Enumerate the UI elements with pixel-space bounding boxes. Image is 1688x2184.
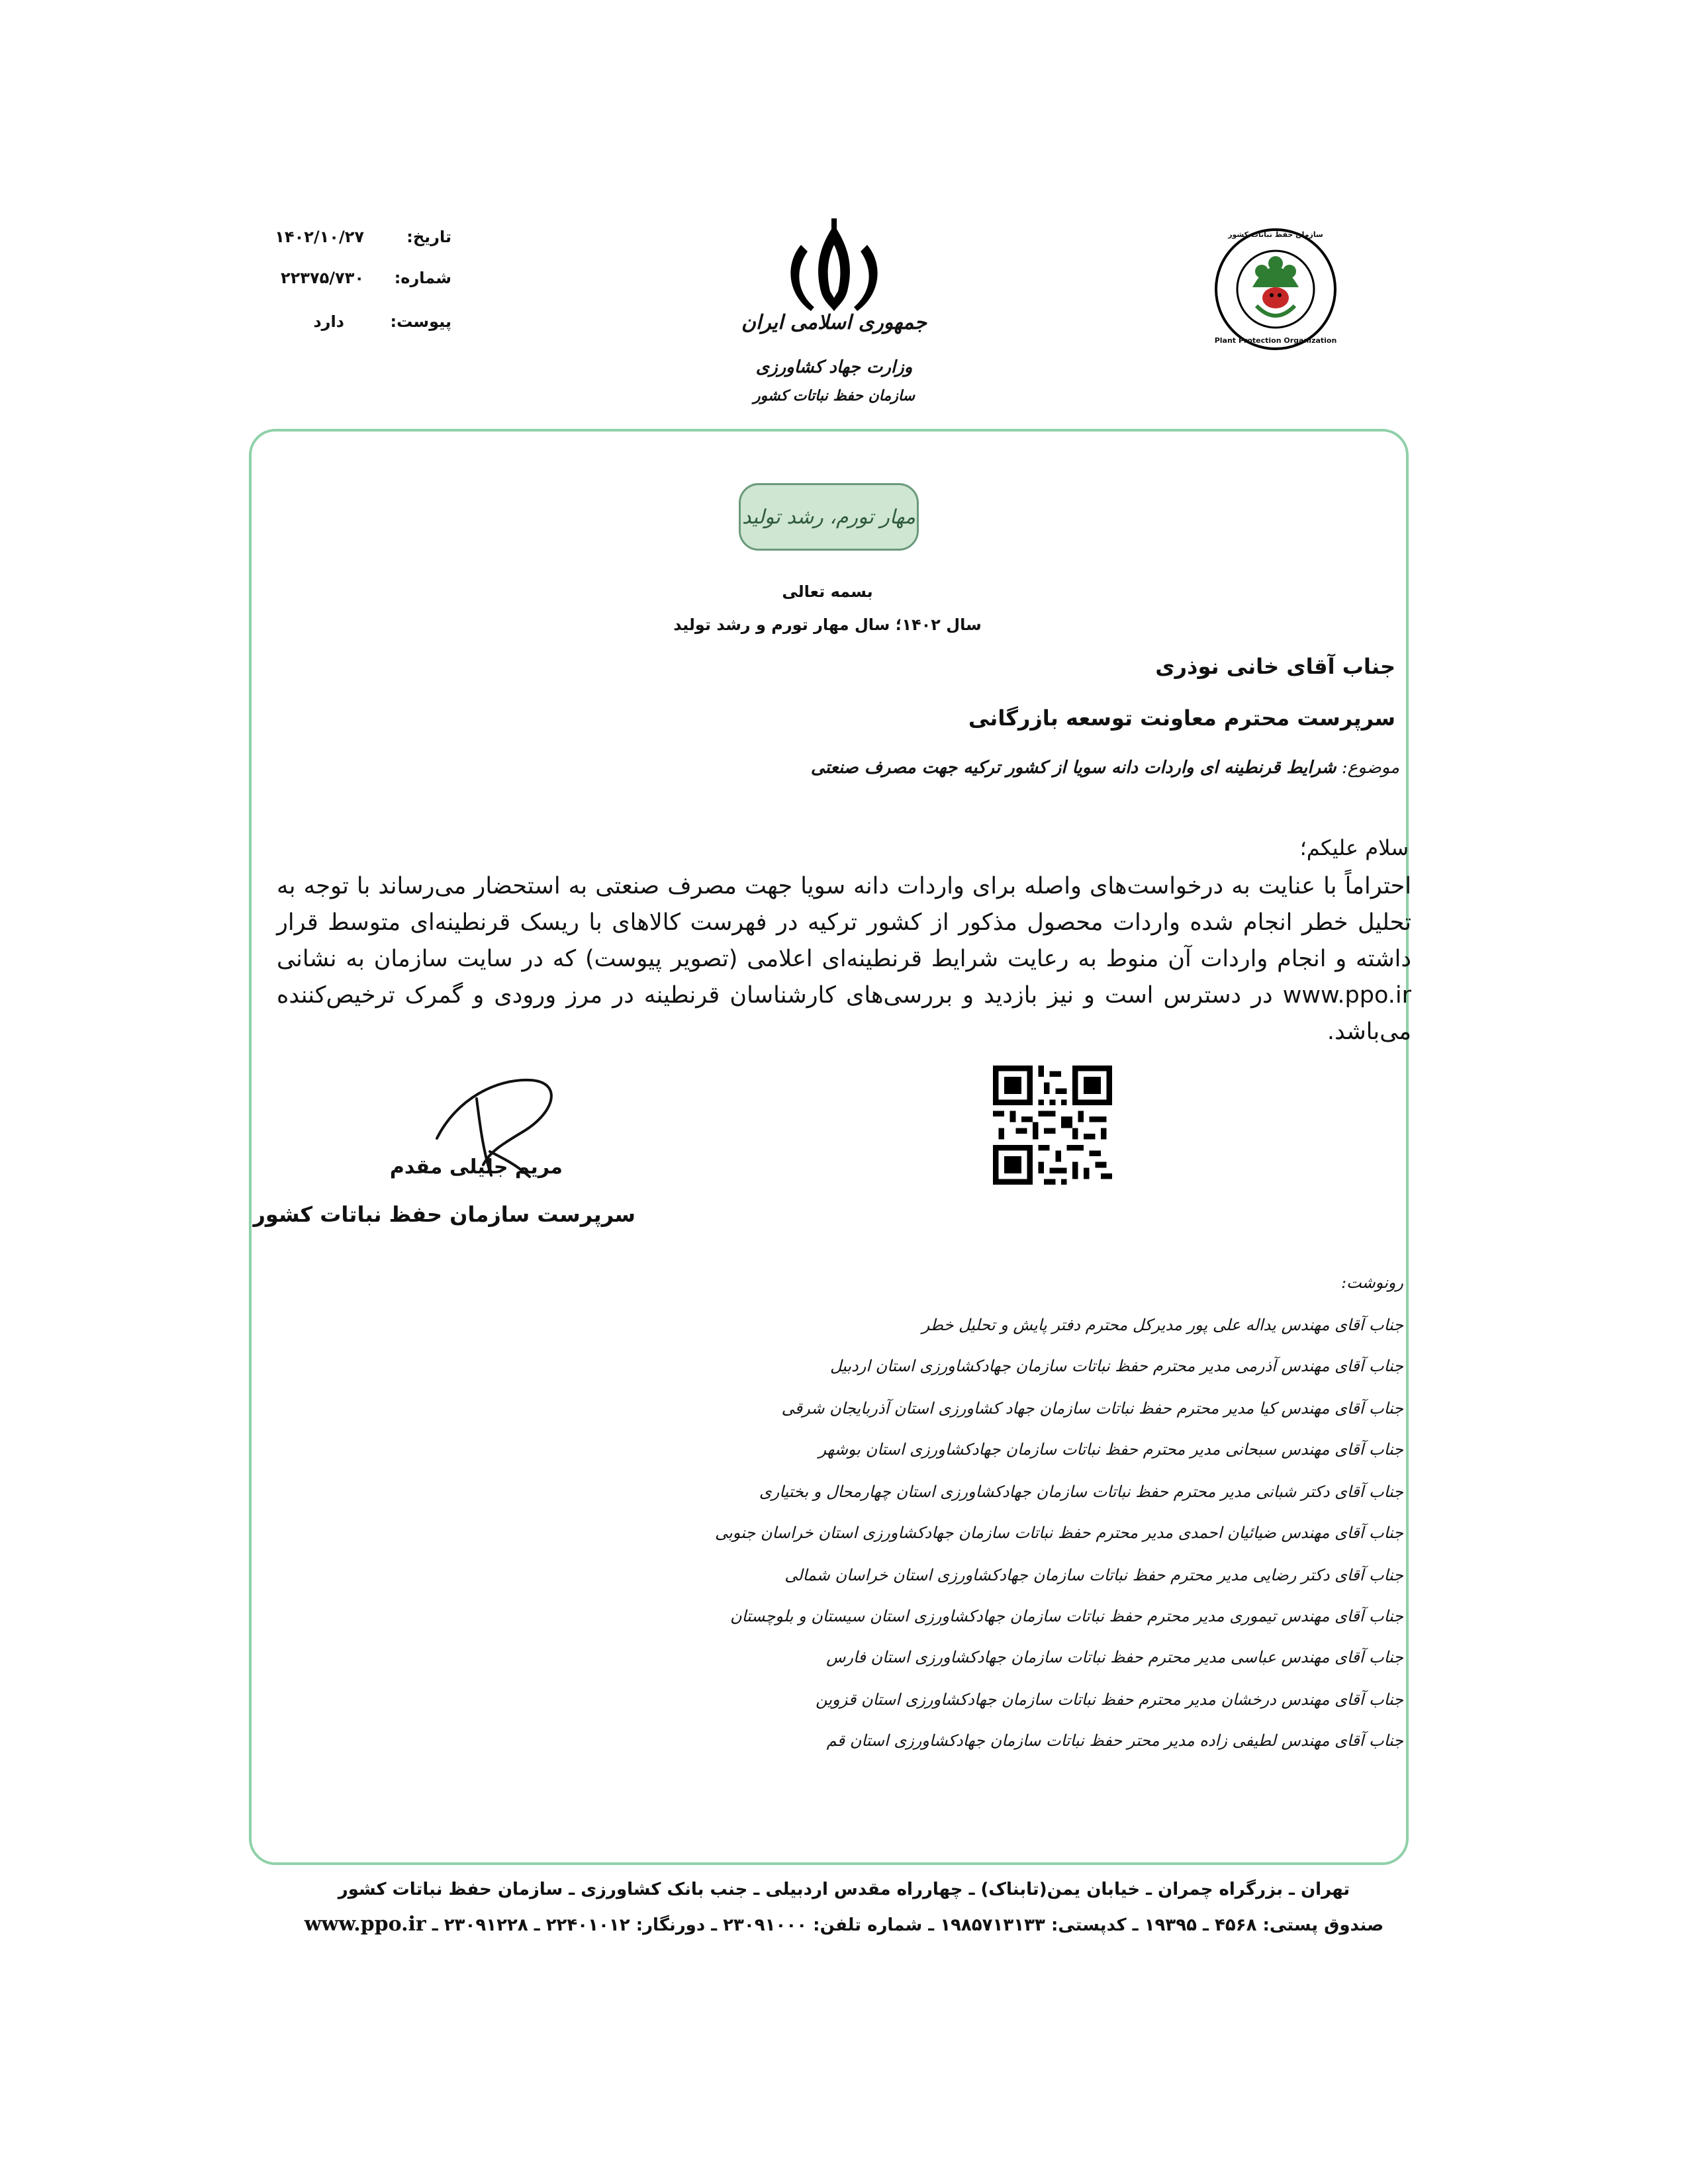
cc-line: جناب آقای مهندس درخشان مدیر محترم حفظ نباتات سازمان جهادکشاورزی استان قزوین <box>816 1690 1403 1709</box>
ministry-name: وزارت جهاد کشاورزی <box>755 357 913 377</box>
subject <box>811 758 1399 778</box>
number-value: ۲۲۳۷۵/۷۳۰ <box>281 269 364 287</box>
number-label: شماره: <box>394 269 451 287</box>
subject-text: شرایط قرنطینه ای واردات دانه سویا از کشور ترکیه جهت مصرف صنعتی <box>810 758 1336 778</box>
emblem-icon <box>774 218 894 324</box>
attachment-row <box>293 312 451 335</box>
date-label: تاریخ: <box>406 228 451 246</box>
date-row <box>275 228 451 250</box>
attachment-value: دارد <box>313 312 344 331</box>
qr-code <box>993 1066 1112 1185</box>
iran-emblem <box>774 218 894 324</box>
cc-line: جناب آقای مهندس کیا مدیر محترم حفظ نباتات سازمان جهاد کشاورزی استان آذربایجان شرقی <box>781 1399 1403 1418</box>
cc-label: رونوشت: <box>1340 1273 1403 1292</box>
cc-line: جناب آقای مهندس آذرمی مدیر محترم حفظ نباتات سازمان جهادکشاورزی استان اردبیل <box>829 1357 1403 1375</box>
cc-line: جناب آقای دکتر شبانی مدیر محترم حفظ نباتات سازمان جهادکشاورزی استان چهارمحال و بختیاری <box>759 1482 1403 1501</box>
cc-line: جناب آقای دکتر رضایی مدیر محترم حفظ نباتات سازمان جهادکشاورزی استان خراسان شمالی <box>784 1566 1403 1584</box>
cc-line: جناب آقای مهندس لطیفی زاده مدیر محتر حفظ نباتات سازمان جهادکشاورزی استان قم <box>826 1731 1403 1750</box>
footer-contact <box>0 1913 1688 1936</box>
slogan-banner-text: مهار تورم، رشد تولید <box>742 505 915 529</box>
slogan-banner <box>739 483 919 551</box>
date-value: ۱۴۰۲/۱۰/۲۷ <box>275 228 364 246</box>
cc-line: جناب آقای مهندس سبحانی مدیر محترم حفظ نباتات سازمان جهادکشاورزی استان بوشهر <box>818 1440 1403 1459</box>
signer-title: سرپرست سازمان حفظ نباتات کشور <box>253 1202 635 1227</box>
ppo-logo <box>1213 226 1338 352</box>
greeting: سلام علیکم؛ <box>1299 835 1409 860</box>
cc-line: جناب آقای مهندس ضیائیان احمدی مدیر محترم حفظ نباتات سازمان جهادکشاورزی استان خراسان جنوبی <box>715 1524 1403 1542</box>
ppo-logo-icon <box>1213 226 1338 352</box>
footer-contact-text: صندوق پستی: ۴۵۶۸ ـ ۱۹۳۹۵ ـ کدپستی: ۱۹۸۵۷۱۳۱۳۳ ـ شماره تلفن: ۲۳۰۹۱۰۰۰ ـ دورنگار: ۲۲۴۰۱۰۱۲ ـ ۲۳۰۹۱۲۲۸ ـ <box>432 1915 1384 1935</box>
cc-line: جناب آقای مهندس یداله علی پور مدیرکل محترم دفتر پایش و تحلیل خطر <box>921 1316 1403 1334</box>
subject-label: موضوع: <box>1341 758 1399 778</box>
ppo-logo-text-fa: سازمان حفظ نباتات کشور <box>1228 230 1323 239</box>
recipient-name: جناب آقای خانی نوذری <box>1155 654 1395 679</box>
qr-code-icon <box>993 1066 1112 1185</box>
cc-line: جناب آقای مهندس تیموری مدیر محترم حفظ نباتات سازمان جهادکشاورزی استان سیستان و بلوچستان <box>729 1607 1403 1625</box>
recipient-title: سرپرست محترم معاونت توسعه بازرگانی <box>968 705 1395 731</box>
organization-name: سازمان حفظ نباتات کشور <box>753 387 915 404</box>
year-slogan: سال ۱۴۰۲؛ سال مهار تورم و رشد تولید <box>673 615 982 634</box>
ppo-logo-text-en: Plant Protection Organization <box>1214 336 1337 345</box>
footer-website[interactable]: www.ppo.ir <box>304 1913 426 1936</box>
invocation: بسمه تعالی <box>782 582 873 601</box>
footer-address: تهران ـ بزرگراه چمران ـ خیابان یمن(تابناک) ـ چهارراه مقدس اردبیلی ـ جنب بانک کشاورزی ـ سازمان حفظ نباتات کشور <box>338 1880 1350 1899</box>
signer-name: مریم جلیلی مقدم <box>389 1156 563 1179</box>
cc-line: جناب آقای مهندس عباسی مدیر محترم حفظ نباتات سازمان جهادکشاورزی استان فارس <box>826 1648 1403 1666</box>
letter-body: احتراماً با عنایت به درخواست‌های واصله برای واردات دانه سویا جهت مصرف صنعتی به استحضار می‌رساند با توجه به تحلیل خطر انجام شده واردات محصول مذکور از کشور ترکیه در فهرست کالاهای با ریسک قرنطینه‌ای متوسط قرار داشته و انجام واردات آن منوط به رعایت شرایط قرنطینه‌ای اعلامی (تصویر پیوست) که در سایت سازمان به نشانی www.ppo.ir در دسترس است و نیز بازدید و بررسی‌های کارشناسان قرنطینه در مرز ورودی و گمرک ترخیص‌کننده می‌باشد. <box>277 873 1411 1045</box>
emblem-title: جمهوری اسلامی ایران <box>741 311 927 334</box>
attachment-label: پیوست: <box>390 312 451 331</box>
number-row <box>259 269 451 291</box>
